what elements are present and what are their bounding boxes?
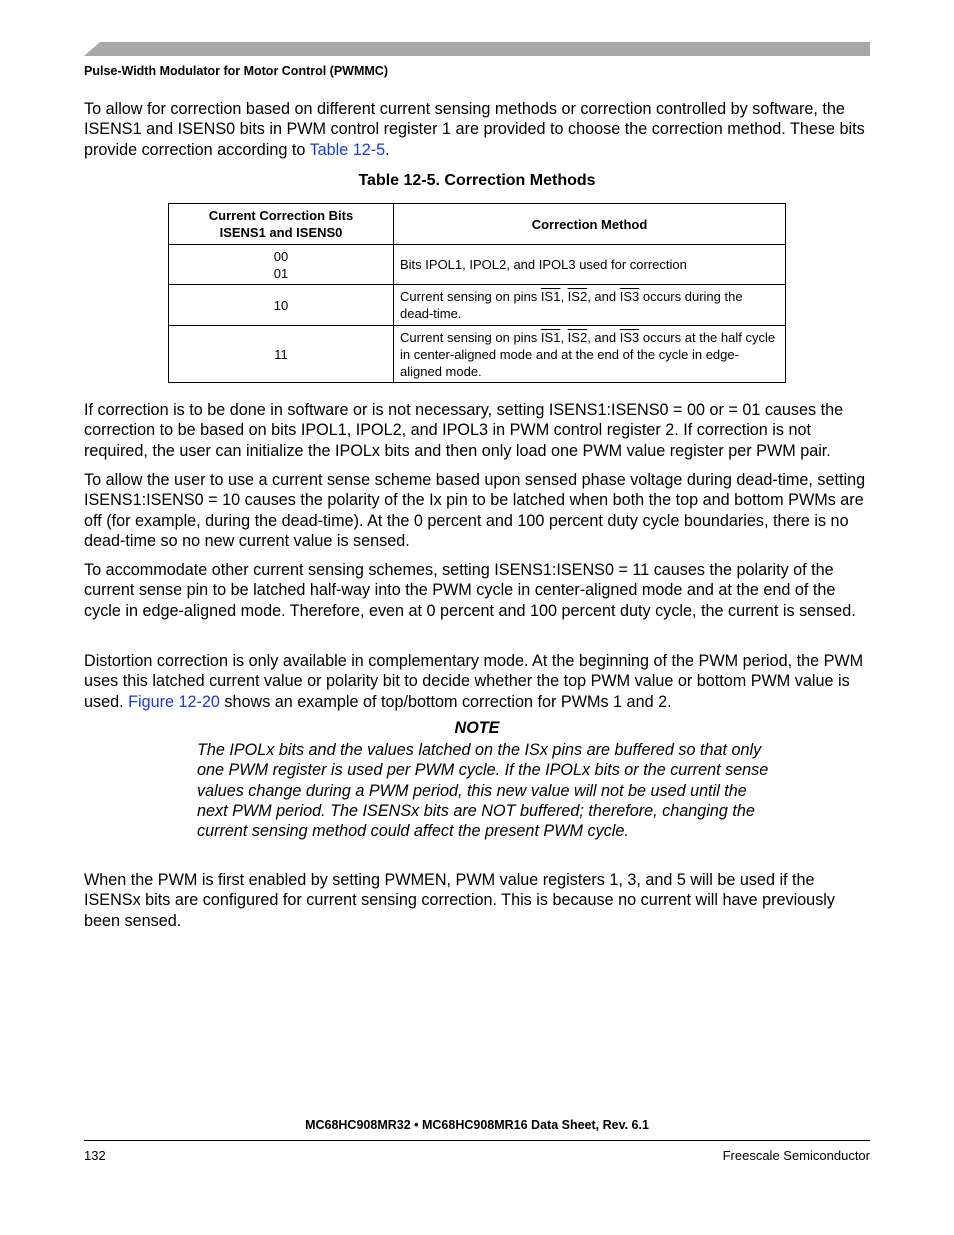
table-caption: Table 12-5. Correction Methods [358, 172, 596, 189]
correction-methods-table [168, 203, 786, 383]
header-banner [84, 42, 870, 56]
section-title: Pulse-Width Modulator for Motor Control (PWMMC) [84, 64, 388, 78]
footer-document-title: MC68HC908MR32 • MC68HC908MR16 Data Sheet, Rev. 6.1 [305, 1118, 649, 1132]
paragraph-dead-time-sensing: To allow the user to use a current sense scheme based upon sensed phase voltage during dead-time, setting ISENS1:ISENS0 = 10 causes the polarity of the Ix pin to be latched when both the top and bottom PWMs are off (for example, during the dead-time). At the 0 percent and 100 percent duty cycle boundaries, there is no dead-time so no new current value is sensed. [84, 471, 866, 550]
table-header-row [169, 204, 786, 245]
paragraph-intro: To allow for correction based on different current sensing methods or correction controlled by software, the ISENS1 and ISENS0 bits in PWM control register 1 are provided to choose the correction method. These bits provide correction according to Table 12-5. [84, 100, 865, 159]
company-name: Freescale Semiconductor [722, 1148, 870, 1163]
row-method: Current sensing on pins IS1, IS2, and IS3 occurs at the half cycle in center-aligned mode and at the end of the cycle in edge-aligned mode. [394, 326, 786, 383]
footer-divider [84, 1140, 870, 1141]
row-code: 00 01 [169, 245, 394, 285]
paragraph-distortion-correction: Distortion correction is only available in complementary mode. At the beginning of the PWM period, the PWM uses this latched current value or polarity bit to decide whether the top PWM value or bottom PWM value is used. Figure 12-20 shows an example of top/bottom correction for PWMs 1 and 2. [84, 652, 864, 711]
page-number: 132 [84, 1148, 106, 1163]
table-12-5-link[interactable]: Table 12-5 [309, 140, 386, 159]
row-code: 10 [169, 285, 394, 326]
header-correction-bits: Current Correction Bits ISENS1 and ISENS0 [169, 204, 394, 245]
table-row [169, 326, 786, 383]
table-row [169, 245, 786, 285]
table-row [169, 285, 786, 326]
paragraph-pwm-enable: When the PWM is first enabled by setting PWMEN, PWM value registers 1, 3, and 5 will be used if the ISENSx bits are configured for current sensing correction. This is because no current will have previously been sensed. [84, 871, 835, 930]
note-title: NOTE [454, 719, 500, 737]
figure-12-20-link[interactable]: Figure 12-20 [128, 692, 220, 711]
row-method: Current sensing on pins IS1, IS2, and IS3 occurs during the dead-time. [394, 285, 786, 326]
note-body: The IPOLx bits and the values latched on the ISx pins are buffered so that only one PWM register is used per PWM cycle. If the IPOLx bits or the current sense values change during a PWM period, this new value will not be used until the next PWM period. The ISENSx bits are NOT buffered; therefore, changing the current sensing method could affect the present PWM cycle. [197, 741, 769, 841]
header-correction-method: Correction Method [394, 204, 786, 245]
row-method: Bits IPOL1, IPOL2, and IPOL3 used for correction [394, 245, 786, 285]
row-code: 11 [169, 326, 394, 383]
paragraph-software-correction: If correction is to be done in software or is not necessary, setting ISENS1:ISENS0 = 00 or = 01 causes the correction to be based on bits IPOL1, IPOL2, and IPOL3 in PWM control register 2. If correction is not required, the user can initialize the IPOLx bits and then only load one PWM value register per PWM pair. [84, 401, 844, 460]
paragraph-other-schemes: To accommodate other current sensing schemes, setting ISENS1:ISENS0 = 11 causes the polarity of the current sense pin to be latched half-way into the PWM cycle in center-aligned mode and at the end of the cycle in edge-aligned mode. Therefore, even at 0 percent and 100 percent duty cycle, the current is sensed. [84, 561, 856, 620]
